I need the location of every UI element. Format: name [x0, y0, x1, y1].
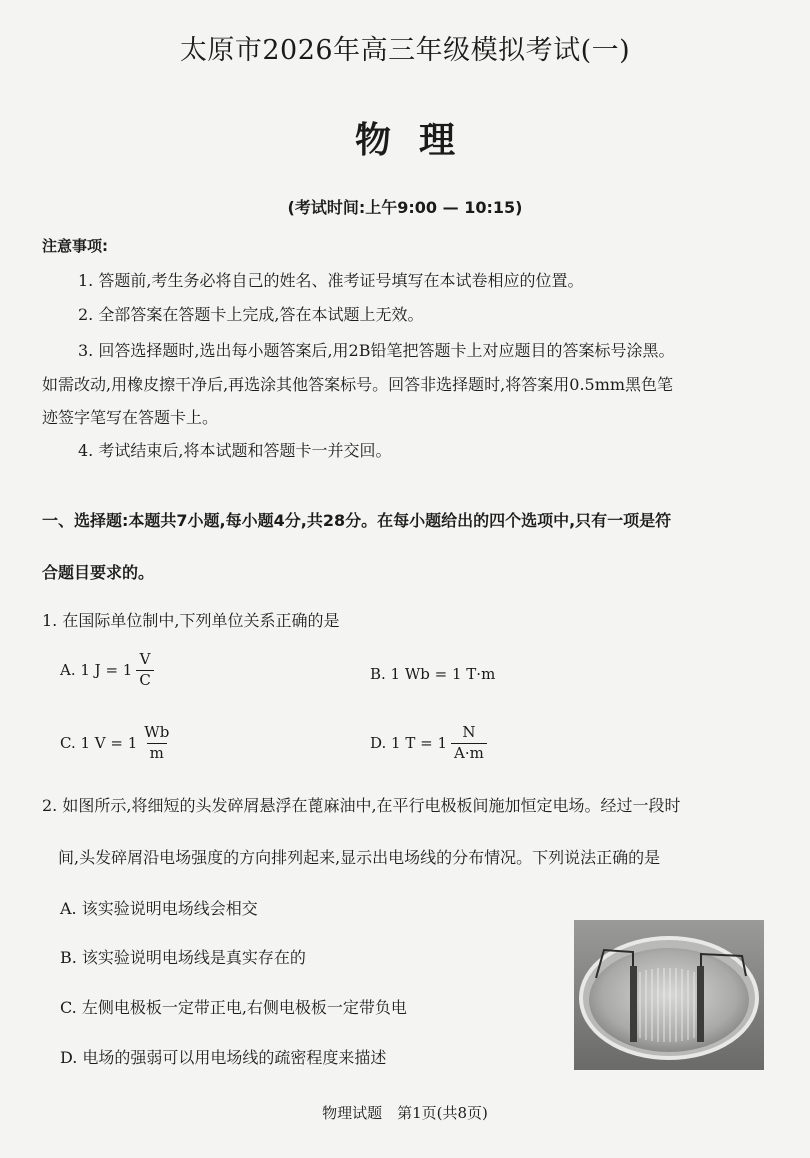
- section-heading: 一、选择题:本题共7小题,每小题4分,共28分。在每小题给出的四个选项中,只有一项是符: [42, 511, 672, 530]
- option-prefix: A. 1 J = 1: [60, 661, 133, 680]
- exam-time: (考试时间:上午9:00 — 10:15): [287, 198, 523, 217]
- left-electrode: [630, 966, 637, 1042]
- question-2-option-a: A. 该实验说明电场线会相交: [60, 899, 258, 918]
- fraction: [141, 725, 172, 762]
- fraction-numerator: N: [462, 723, 476, 741]
- right-electrode: [697, 966, 704, 1042]
- fraction-denominator: m: [147, 743, 167, 762]
- option-prefix: C. 1 V = 1: [60, 734, 138, 753]
- question-2-option-d: D. 电场的强弱可以用电场线的疏密程度来描述: [60, 1048, 387, 1067]
- question-1-option-d: [370, 725, 487, 762]
- notice-item-4: 4. 考试结束后,将本试题和答题卡一并交回。: [78, 441, 392, 460]
- page-footer: 物理试题 第1页(共8页): [322, 1104, 488, 1122]
- option-prefix: D. 1 T = 1: [370, 734, 447, 753]
- notice-item-3: 3. 回答选择题时,选出每小题答案后,用2B铅笔把答题卡上对应题目的答案标号涂黑。: [78, 341, 675, 360]
- notice-item-1: 1. 答题前,考生务必将自己的姓名、准考证号填写在本试卷相应的位置。: [78, 271, 584, 290]
- fraction: [136, 652, 153, 689]
- question-2-stem: 2. 如图所示,将细短的头发碎屑悬浮在蓖麻油中,在平行电极板间施加恒定电场。经过一段时: [42, 796, 681, 815]
- question-1-option-b: [370, 665, 495, 683]
- question-2-option-b: B. 该实验说明电场线是真实存在的: [60, 948, 306, 967]
- fraction-denominator: A·m: [451, 743, 487, 762]
- section-heading-cont: 合题目要求的。: [42, 563, 155, 582]
- question-1-stem: 1. 在国际单位制中,下列单位关系正确的是: [42, 611, 340, 630]
- question-1-option-c: [60, 725, 172, 762]
- fraction-denominator: C: [136, 670, 153, 689]
- exam-title: 太原市2026年高三年级模拟考试(一): [179, 35, 631, 66]
- notice-heading: 注意事项:: [42, 237, 108, 255]
- fraction: [451, 725, 487, 762]
- experiment-photo: [574, 920, 764, 1070]
- petri-dish: [589, 948, 749, 1052]
- notice-item-3-cont-2: 迹签字笔写在答题卡上。: [42, 408, 219, 427]
- question-1-option-a: [60, 652, 154, 689]
- question-2-stem-cont: 间,头发碎屑沿电场强度的方向排列起来,显示出电场线的分布情况。下列说法正确的是: [58, 848, 661, 867]
- notice-item-3-cont: 如需改动,用橡皮擦干净后,再选涂其他答案标号。回答非选择题时,将答案用0.5mm黑色笔: [42, 375, 674, 394]
- fraction-numerator: Wb: [144, 723, 170, 741]
- notice-item-2: 2. 全部答案在答题卡上完成,答在本试题上无效。: [78, 305, 424, 324]
- subject-title: 物理: [354, 120, 483, 161]
- option-text: B. 1 Wb = 1 T·m: [370, 665, 496, 683]
- question-2-option-c: C. 左侧电极板一定带正电,右侧电极板一定带负电: [60, 998, 407, 1017]
- fraction-numerator: V: [139, 650, 151, 668]
